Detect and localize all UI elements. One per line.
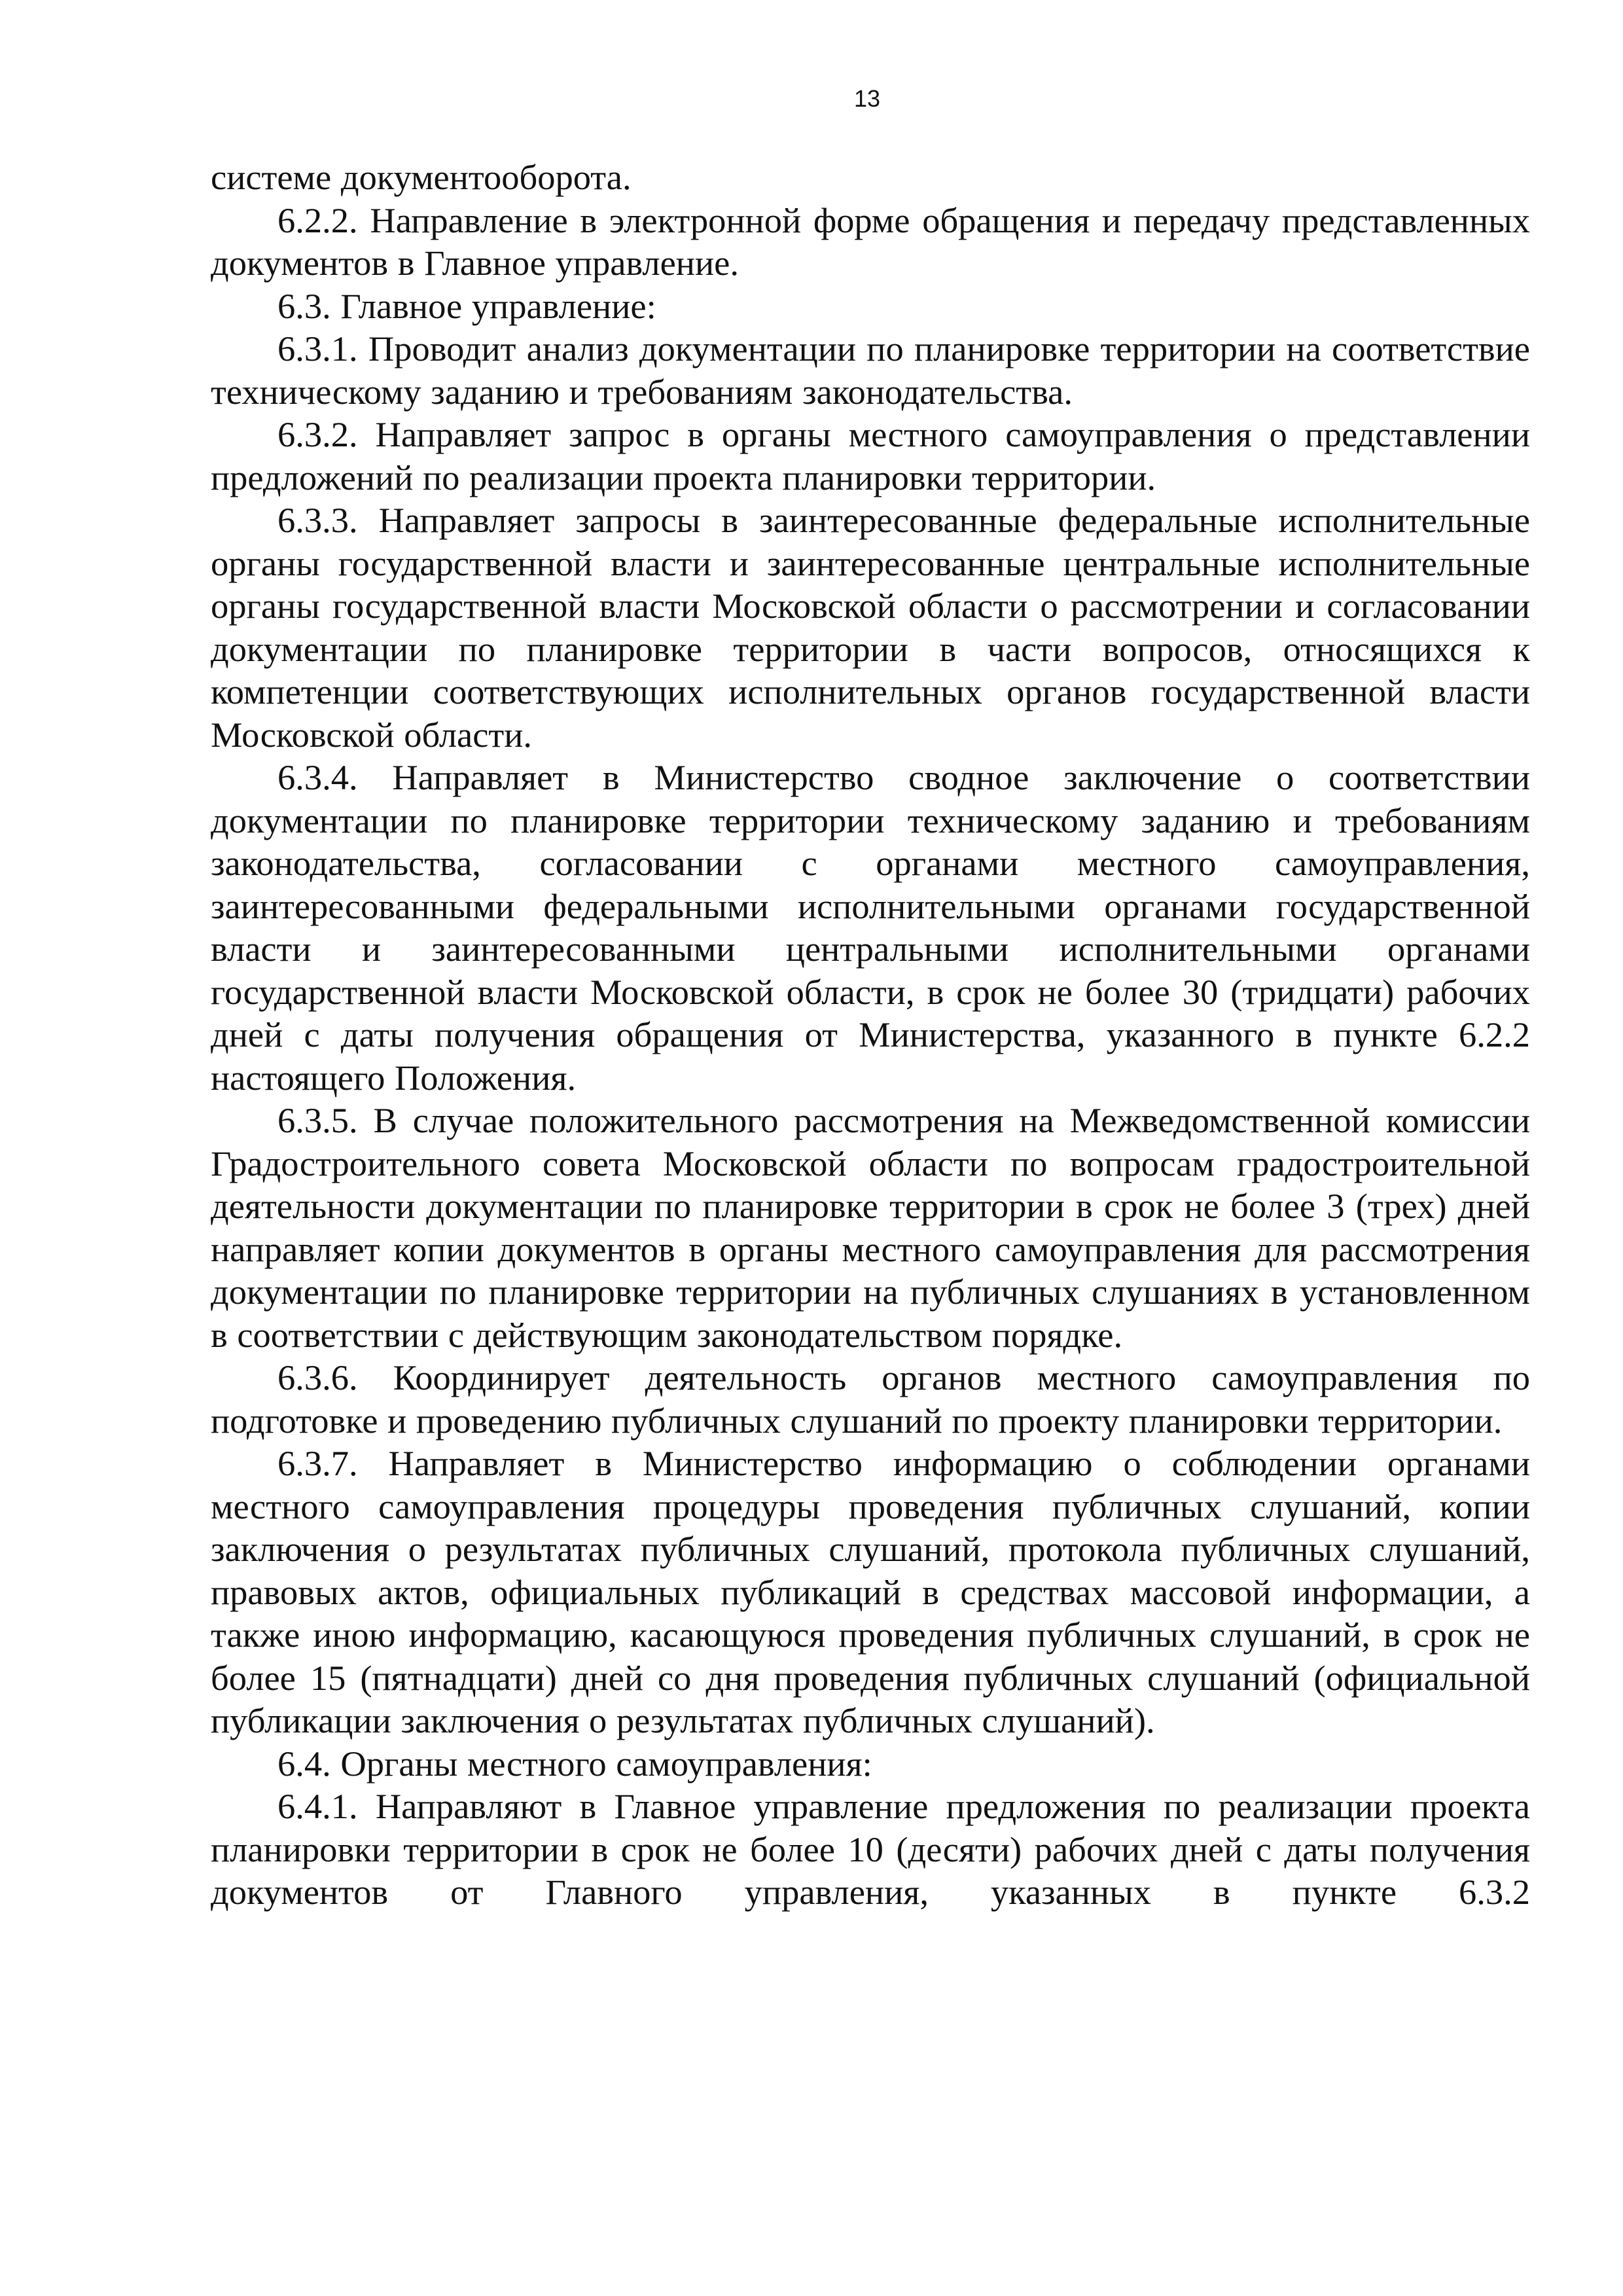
- paragraph-6-4-1: 6.4.1. Направляют в Главное управление предложения по реализации проекта планировки территории в срок не более 10 (десяти) рабочих дней с даты получения документов от Главного управления, указанных в пункте 6.3.2: [211, 1786, 1530, 1912]
- paragraph-6-3-1: 6.3.1. Проводит анализ документации по планировке территории на соответствие техническому заданию и требованиям законодательства.: [211, 329, 1530, 412]
- paragraph-6-3-3: 6.3.3. Направляет запросы в заинтересованные федеральные исполнительные органы государственной власти и заинтересованные центральные исполнительные органы государственной власти Московской области о рассмотрении и согласовании документации по планировке территории в части вопросов, относящихся к компетенции соответствующих исполнительных органов государственной власти Московской области.: [211, 500, 1530, 755]
- document-body: [211, 156, 1530, 1914]
- paragraph-6-3-6: 6.3.6. Координирует деятельность органов местного самоуправления по подготовке и проведению публичных слушаний по проекту планировки территории.: [211, 1357, 1530, 1441]
- paragraph-6-3-5: 6.3.5. В случае положительного рассмотрения на Межведомственной комиссии Градостроительного совета Московской области по вопросам градостроительной деятельности документации по планировке территории в срок не более 3 (трех) дней направляет копии документов в органы местного самоуправления для рассмотрения документации по планировке территории на публичных слушаниях в установленном в соответствии с действующим законодательством порядке.: [211, 1100, 1530, 1355]
- paragraph-6-3-2: 6.3.2. Направляет запрос в органы местного самоуправления о представлении предложений по реализации проекта планировки территории.: [211, 414, 1530, 497]
- paragraph-6-4: 6.4. Органы местного самоуправления:: [277, 1743, 872, 1784]
- page-number: 13: [853, 85, 881, 112]
- paragraph-6-2-2: 6.2.2. Направление в электронной форме обращения и передачу представленных документов в Главное управление.: [211, 200, 1530, 283]
- paragraph-6-3-4: 6.3.4. Направляет в Министерство сводное заключение о соответствии документации по планировке территории техническому заданию и требованиям законодательства, согласовании с органами местного самоуправления, заинтересованными федеральными исполнительными органами государственной власти и заинтересованными центральными исполнительными органами государственной власти Московской области, в срок не более 30 (тридцати) рабочих дней с даты получения обращения от Министерства, указанного в пункте 6.2.2 настоящего Положения.: [211, 757, 1530, 1098]
- paragraph-6-3: 6.3. Главное управление:: [277, 285, 656, 326]
- paragraph-6-3-7: 6.3.7. Направляет в Министерство информацию о соблюдении органами местного самоуправления процедуры проведения публичных слушаний, копии заключения о результатах публичных слушаний, протокола публичных слушаний, правовых актов, официальных публикаций в средствах массовой информации, а также иною информацию, касающуюся проведения публичных слушаний, в срок не более 15 (пятнадцати) дней со дня проведения публичных слушаний (официальной публикации заключения о результатах публичных слушаний).: [211, 1443, 1530, 1740]
- paragraph-continuation: системе документооборота.: [211, 157, 632, 197]
